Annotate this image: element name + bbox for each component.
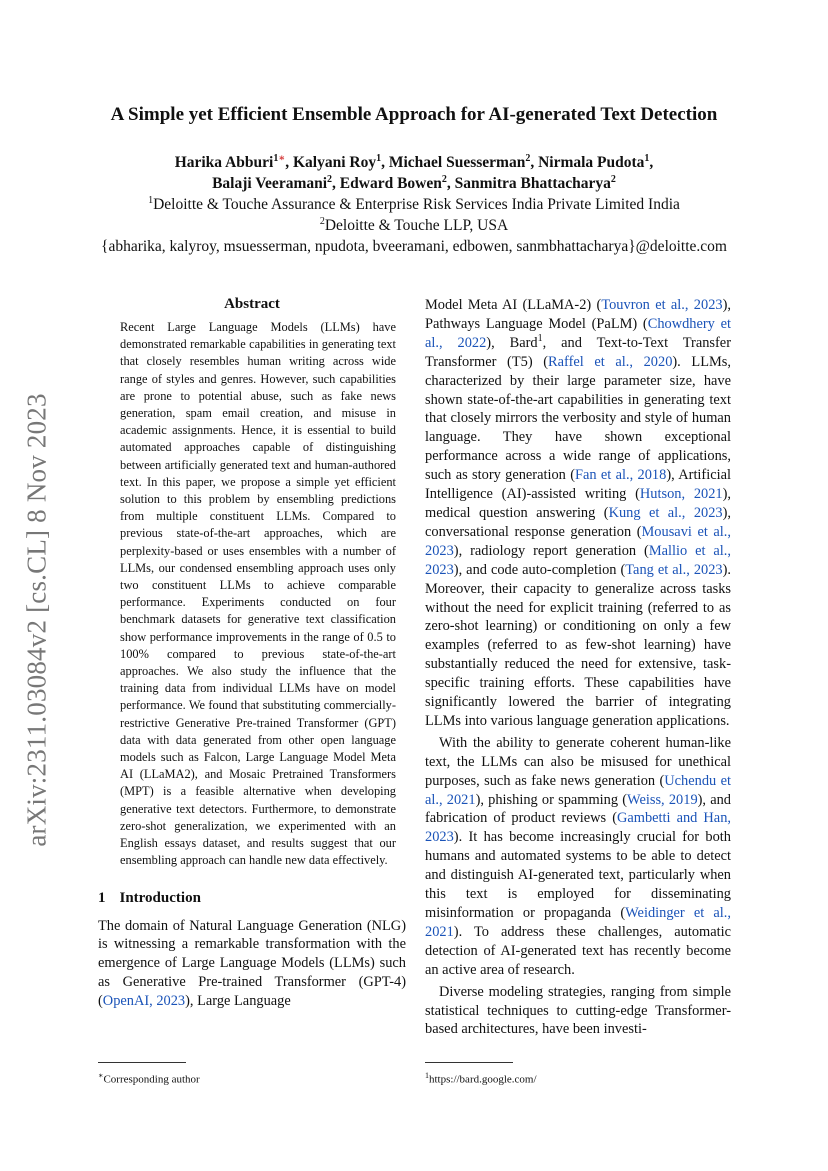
left-column	[98, 296, 406, 1011]
citation-link[interactable]: Tang et al., 2023	[625, 561, 723, 578]
citation-link[interactable]: Mousavi et al., 2023	[425, 523, 731, 559]
para-text: The domain of Natural Language Generation (NLG) is witnessing a remarkable transformation with the emergence of Large Language Models (LLMs) such as Generative Pre-trained Transformer (GPT-4) (	[98, 917, 406, 1010]
citation-link[interactable]: Weiss, 2019	[627, 791, 698, 808]
citation-link[interactable]: Gambetti and Han, 2023	[425, 810, 731, 846]
footnote-marker: 1	[537, 333, 543, 345]
footnote-rule	[425, 1062, 513, 1063]
citation-link[interactable]: Raffel et al., 2020	[548, 353, 673, 370]
para-text: ). LLMs, characterized by their large parameter size, have shown state-of-the-art capabilities in generating text that closely mirrors the verbosity and style of human language. They have shown exceptional performance across a wide range of applications, such as story generation (	[425, 353, 731, 484]
author-line-1: Harika Abburi$^{1∗}$, Kalyani Roy$^1$, Michael Suesserman$^2$, Nirmala Pudota$^1$,	[174, 152, 654, 171]
affiliation-text: Deloitte & Touche LLP, USA	[324, 217, 509, 234]
author-affil-sup: 1	[273, 152, 279, 164]
footnote-marker: 1	[425, 1071, 429, 1080]
author-affil-sup: 1	[644, 152, 650, 164]
arxiv-identifier	[14, 365, 60, 875]
author-name: Harika Abburi	[174, 154, 274, 171]
author-name: Nirmala Pudota	[538, 154, 645, 171]
author-name: Kalyani Roy	[292, 154, 377, 171]
author-affil-sup: 2	[441, 173, 447, 185]
body-paragraph	[425, 734, 731, 980]
para-text: ), radiology report generation (	[453, 542, 649, 559]
author-line-2: Balaji Veeramani$^2$, Edward Bowen$^2$, Sanmitra Bhattacharya$^2$	[212, 173, 616, 192]
footnote-text-block	[425, 1069, 731, 1087]
para-text: Model Meta AI (LLaMA-2) (	[425, 297, 602, 313]
author-affil-sup: 2	[610, 173, 616, 185]
para-text: ), Bard	[486, 334, 538, 351]
footnote-url-link[interactable]: https://bard.google.com/	[429, 1073, 537, 1086]
para-text: ). Moreover, their capacity to generalize across tasks without the need for explicit training (referred to as zero-shot learning) or conditioning on only a few examples (referred to as few-shot learning) have substantially reduced the need for extensive, task-specific training efforts. These capabilities have significantly lowered the barrier of integrating LLMs into various language generation applications.	[425, 561, 731, 729]
footnote-text: Corresponding author	[103, 1073, 200, 1086]
para-text: ), medical question answering (	[425, 486, 731, 521]
para-text: , and Text-to-Text Transfer Transformer (T5) (	[425, 334, 731, 370]
affil-sup: 2	[319, 215, 325, 227]
para-text: ), phishing or spamming (	[475, 791, 628, 808]
author-name: Balaji Veeramani	[212, 175, 328, 192]
author-name: Edward Bowen	[339, 175, 442, 192]
para-text: ), Artificial Intelligence (AI)-assisted writing (	[425, 467, 731, 503]
para-text: ). To address these challenges, automatic detection of AI-generated text has recently become an active area of research.	[425, 923, 731, 978]
paper-title: A Simple yet Efficient Ensemble Approach for AI-generated Text Detection	[110, 104, 718, 125]
affiliation-2	[60, 215, 768, 236]
para-text: With the ability to generate coherent human-like text, the LLMs can also be misused for unethical purposes, such as fake news generation (	[425, 734, 731, 789]
section-heading-introduction	[98, 890, 406, 907]
author-affil-sup: 1	[376, 152, 382, 164]
para-text: ), Large Language	[185, 993, 291, 1010]
para-text: ), and code auto-completion (	[453, 561, 626, 578]
footnote-right	[425, 1052, 731, 1087]
affil-sup: 1	[148, 194, 154, 206]
para-text: ). It has become increasingly crucial for both humans and automated systems to be able to detect and distinguish AI-generated text, particularly when this text is employed for disseminating misinformation or propaganda (	[425, 829, 731, 921]
section-number: 1	[98, 889, 106, 906]
footnote-rule	[98, 1062, 186, 1063]
affiliation-1	[60, 194, 768, 215]
para-text: ), and fabrication of product reviews (	[425, 791, 732, 827]
footnote-text-block	[98, 1069, 406, 1087]
body-paragraph	[425, 983, 731, 1040]
citation-link[interactable]: Touvron et al., 2023	[601, 297, 723, 313]
abstract-heading: Abstract	[224, 296, 280, 312]
citation-link[interactable]: Chowdhery et al., 2022	[425, 315, 731, 351]
author-emails: {abharika, kalyroy, msuesserman, npudota, bveeramani, edbowen, sanmbhattacharya}@deloitte.com	[101, 238, 727, 255]
right-column	[425, 296, 731, 1039]
intro-paragraph	[98, 917, 406, 1012]
author-name: Sanmitra Bhattacharya	[454, 175, 611, 192]
citation-link[interactable]: OpenAI, 2023	[102, 993, 186, 1010]
affiliation-text: Deloitte & Touche Assurance & Enterprise Risk Services India Private Limited India	[153, 196, 680, 213]
para-text: ), conversational response generation (	[425, 504, 731, 540]
para-text: Diverse modeling strategies, ranging from simple statistical techniques to cutting-edge Transformer-based architectures, have been investi-	[425, 983, 731, 1038]
citation-link[interactable]: Kung et al., 2023	[608, 504, 723, 521]
citation-link[interactable]: Uchendu et al., 2021	[425, 772, 731, 808]
citation-link[interactable]: Fan et al., 2018	[575, 467, 667, 484]
author-block	[60, 152, 768, 257]
citation-link[interactable]: Weidinger et al., 2021	[425, 905, 731, 940]
arxiv-identifier-text: arXiv:2311.03084v2 [cs.CL] 8 Nov 2023	[21, 393, 52, 847]
corresponding-star: ∗	[278, 152, 286, 164]
body-paragraph	[425, 296, 731, 731]
footnote-marker: ∗	[98, 1071, 104, 1080]
section-title: Introduction	[119, 889, 201, 906]
para-text: ), Pathways Language Model (PaLM) (	[425, 297, 731, 332]
author-name: Michael Suesserman	[388, 154, 526, 171]
author-affil-sup: 2	[525, 152, 531, 164]
footnote-left	[98, 1052, 406, 1087]
author-affil-sup: 2	[327, 173, 333, 185]
citation-link[interactable]: Mallio et al., 2023	[425, 542, 731, 578]
abstract-body: Recent Large Language Models (LLMs) have demonstrated remarkable capabilities in generating text that closely resembles human writing across wide range of styles and genres. However, such capabilities are prone to potential abuse, such as fake news generation, spam email creation, and misuse in academic assignments. Hence, it is essential to build automated approaches capable of distinguishing between artificially generated text and human-authored text. In this paper, we propose a simple yet efficient solution to this problem by ensembling predictions from multiple constituent LLMs. Compared to previous state-of-the-art approaches, which are perplexity-based or uses ensembles with a number of LLMs, our condensed ensembling approach uses only two constituent LLMs to achieve comparable performance. Experiments conducted on four benchmark datasets for generative text classification show performance improvements in the range of 0.5 to 100% compared to previous state-of-the-art approaches. We also study the influence that the training data from individual LLMs have on model performance. We found that substituting commercially-restrictive Generative Pre-trained Transformer (GPT) data with data generated from other open language models such as Falcon, Large Language Model Meta AI (LLaMA2), and Mosaic Pretrained Transformers (MPT) is a feasible alternative when developing generative text detectors. Furthermore, to demonstrate zero-shot generalization, we experimented with an English essays dataset, and results suggest that our ensembling approach can handle new data effectively.	[120, 320, 396, 868]
citation-link[interactable]: Hutson, 2021	[639, 486, 723, 503]
